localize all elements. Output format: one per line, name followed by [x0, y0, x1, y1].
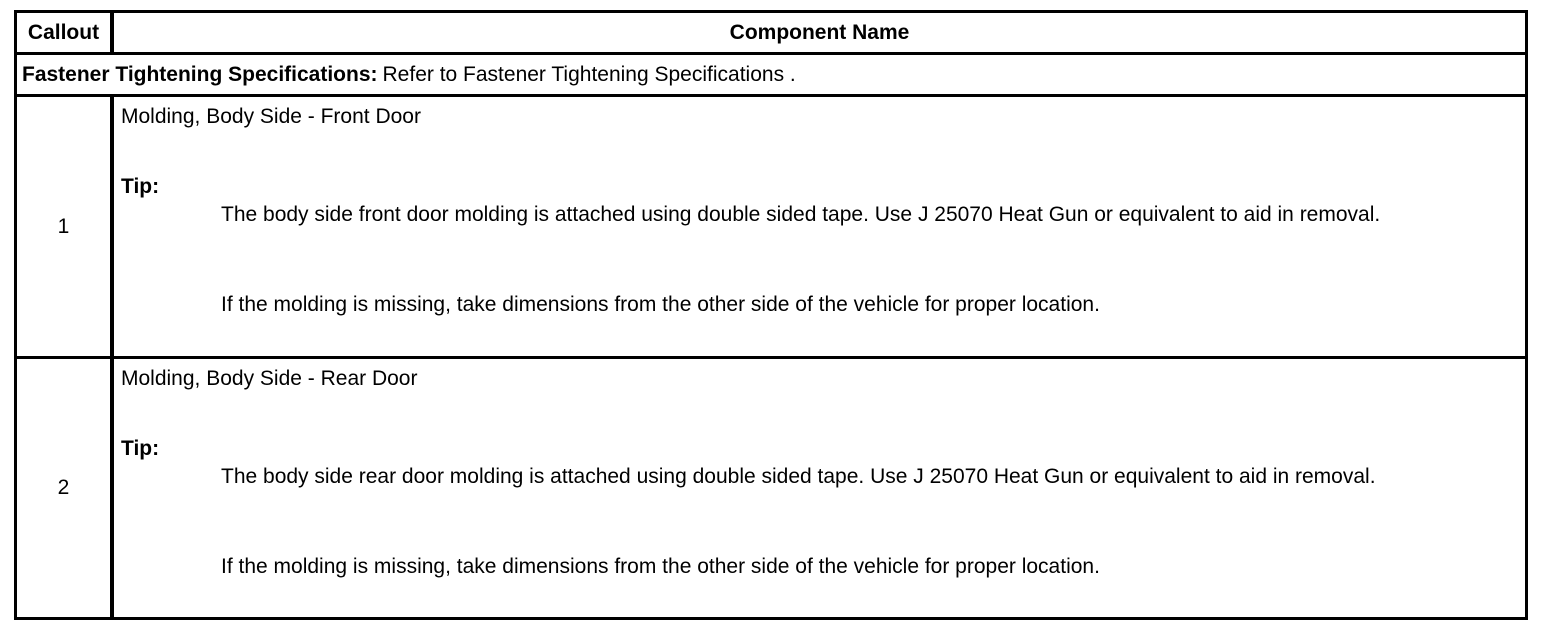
callout-number: 1: [57, 214, 70, 238]
callout-number: 2: [57, 476, 70, 499]
component-name-header: Component Name: [729, 20, 910, 44]
table-row: [17, 359, 1525, 617]
callout-header: Callout: [27, 20, 100, 44]
fastener-spec-label: Fastener Tightening Specifications:: [22, 62, 378, 86]
component-table: [14, 10, 1528, 620]
fastener-spec-link[interactable]: Refer to Fastener Tightening Specifications .: [382, 62, 796, 86]
component-name: Molding, Body Side - Front Door: [121, 105, 421, 128]
component-cell: [114, 97, 1525, 356]
tip-paragraph: If the molding is missing, take dimensions from the other side of the vehicle for proper location.: [221, 555, 1100, 578]
tip-label: Tip:: [121, 437, 160, 460]
component-name: Molding, Body Side - Rear Door: [121, 367, 418, 390]
fastener-spec-text: [22, 55, 796, 94]
table-row: [17, 97, 1525, 359]
component-cell: [114, 359, 1525, 617]
tip-paragraph: The body side rear door molding is attached using double sided tape. Use J 25070 Heat Gun or equivalent to aid in removal.: [221, 465, 1376, 488]
table-header-row: [17, 13, 1525, 55]
fastener-spec-row: [17, 55, 1525, 97]
tip-label: Tip:: [121, 175, 160, 198]
tip-paragraph: The body side front door molding is attached using double sided tape. Use J 25070 Heat Gun or equivalent to aid in removal.: [221, 203, 1381, 226]
tip-paragraph: If the molding is missing, take dimensions from the other side of the vehicle for proper location.: [221, 293, 1100, 316]
